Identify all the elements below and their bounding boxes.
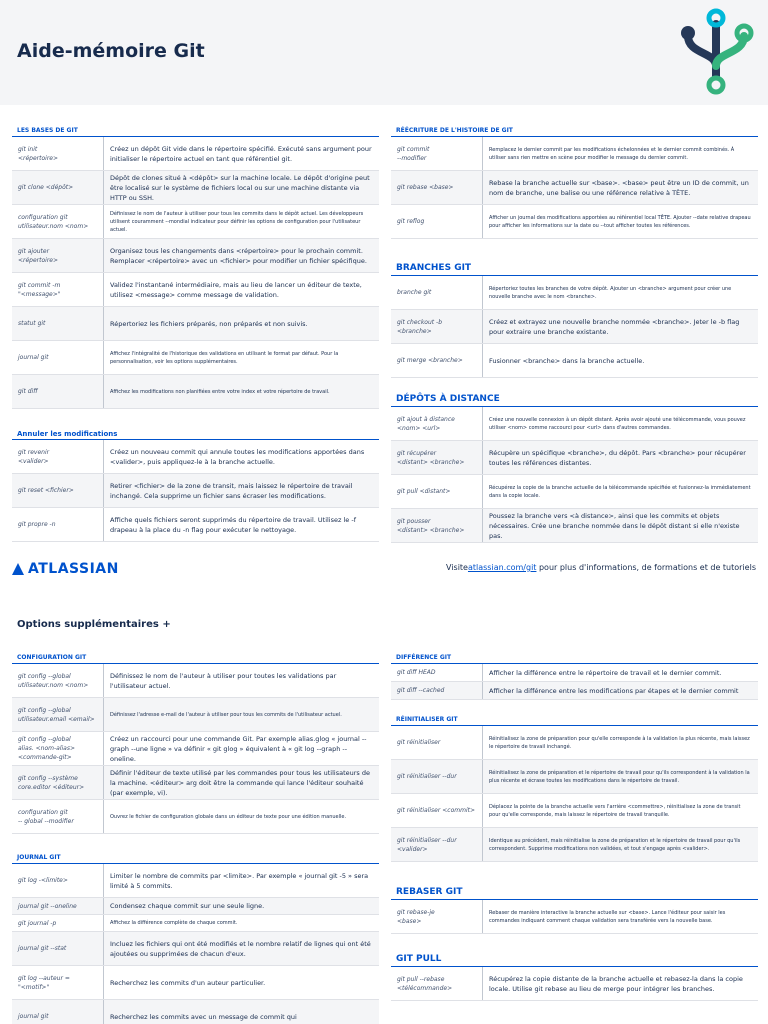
command-name: git réinitialiser --dur — [391, 760, 483, 793]
command-description: Recherchez les commits d'un auteur particulier. — [110, 978, 266, 987]
command-row — [12, 137, 379, 171]
command-description: Condensez chaque commit sur une seule ligne. — [110, 902, 265, 910]
command-name: git config --système core.editor <éditeur> — [12, 766, 104, 799]
extra-options-title: Options supplémentaires + — [17, 619, 171, 630]
section-title: RÉINITIALISER GIT — [391, 714, 758, 726]
command-list — [391, 967, 758, 1001]
command-name: git log -<limite> — [12, 864, 104, 897]
command-name: git reflog — [391, 205, 483, 238]
command-description: Définir l'éditeur de texte utilisé par les commandes pour tous les utilisateurs de la machine. <éditeur> arg doit être la commande qui lance l'éditeur souhaité (par exemple, vi). — [110, 768, 371, 797]
section-title: Annuler les modifications — [12, 428, 379, 440]
command-row — [12, 1000, 379, 1024]
command-description: Organisez tous les changements dans <répertoire> pour le prochain commit. Remplacer <répertoire> avec un <fichier> pour modifier un fichier spécifique. — [110, 246, 367, 265]
command-description: Réinitialisez la zone de préparation pour qu'elle corresponde à la validation la plus récente, mais laissez le répertoire de travail inchangé. — [489, 735, 750, 750]
command-list — [391, 664, 758, 700]
command-description: Créez et extrayez une nouvelle branche nommée <branche>. Jeter le -b flag pour extraire une branche existante. — [489, 317, 740, 336]
command-name: git réinitialiser <commit> — [391, 794, 483, 827]
command-row — [391, 137, 758, 171]
command-name: journal git --stat — [12, 932, 104, 965]
command-description: Déplacez la pointe de la branche actuelle vers l'arrière <commettre>, réinitialisez la zone de transit pour qu'elle corresponde, mais laissez le répertoire de travail tranquille. — [489, 803, 741, 818]
command-row — [391, 310, 758, 344]
command-row — [391, 344, 758, 378]
command-description: Identique au précédent, mais réinitialise la zone de préparation et le répertoire de travail pour qu'ils correspondent. Supprime modifications non validées, et tout s'engage après <valider>. — [489, 837, 741, 852]
command-name: git log --auteur = "<motif>" — [12, 966, 104, 999]
command-list — [391, 137, 758, 239]
command-name: git pull <distant> — [391, 475, 483, 508]
command-row — [391, 407, 758, 441]
command-row — [391, 760, 758, 794]
command-description: Remplacez le dernier commit par les modifications échelonnées et le dernier commit combinés. À utiliser sans rien mettre en scène pour modifier le message du dernier commit. — [489, 146, 735, 161]
command-name: git init <répertoire> — [12, 137, 104, 170]
command-name: git réinitialiser --dur <valider> — [391, 828, 483, 861]
command-name: git config --global utilisateur.email <email> — [12, 698, 104, 731]
command-description: Rebaser de manière interactive la branche actuelle sur <base>. Lance l'éditeur pour saisir les commandes indiquant comment chaque validation sera transférée vers la nouvelle base. — [489, 909, 726, 924]
command-description: Retirer <fichier> de la zone de transit, mais laissez le répertoire de travail inchangé. Cela supprime un fichier sans écraser les modifications. — [110, 481, 353, 500]
section-title: LES BASES DE GIT — [12, 125, 379, 137]
visit-suffix: pour plus d'informations, de formations et de tutoriels — [536, 563, 756, 572]
command-row — [12, 664, 379, 698]
command-name: git diff HEAD — [391, 664, 483, 681]
atlassian-wordmark: ATLASSIAN — [28, 561, 119, 577]
command-row — [12, 698, 379, 732]
command-name: git journal -p — [12, 915, 104, 931]
command-name: journal git — [12, 341, 104, 374]
command-list — [12, 664, 379, 834]
command-row — [12, 273, 379, 307]
command-list — [12, 864, 379, 1024]
git-branch-logo-icon — [676, 6, 756, 98]
right-section-5 — [391, 884, 758, 934]
command-row — [12, 508, 379, 542]
atlassian-git-link[interactable]: atlassian.com/git — [467, 563, 537, 572]
command-list — [391, 900, 758, 934]
section-title: GIT PULL — [391, 951, 758, 967]
command-description: Affichez la différence complète de chaque commit. — [110, 920, 238, 926]
command-description: Réinitialisez la zone de préparation et le répertoire de travail pour qu'ils correspondent à la validation la plus récente et écrase toutes les modifications dans le répertoire de travail. — [489, 769, 750, 784]
command-row — [391, 726, 758, 760]
command-description: Répertoriez toutes les branches de votre dépôt. Ajouter un <branche> argument pour créer une nouvelle branche avec le nom <branche>. — [489, 285, 732, 300]
command-name: git commit -m "<message>" — [12, 273, 104, 306]
command-description: Créez un raccourci pour une commande Git. Par exemple alias.glog « journal --graph --une ligne » va définir « git glog » équivalent à « git log --graph --oneline. — [110, 734, 367, 763]
command-name: git checkout -b <branche> — [391, 310, 483, 343]
command-description: Afficher un journal des modifications apportées au référentiel local TÊTE. Ajouter --date relative drapeau pour afficher les informations sur la date ou --tout afficher toutes les références. — [489, 214, 751, 229]
command-description: Créez une nouvelle connexion à un dépôt distant. Après avoir ajouté une télécommande, vous pouvez utiliser <nom> comme raccourci pour <url> dans d'autres commandes. — [489, 416, 746, 431]
page-header — [0, 0, 768, 105]
command-description: Créez un nouveau commit qui annule toutes les modifications apportées dans <valider>, puis appliquez-le à la branche actuelle. — [110, 447, 365, 466]
command-row — [12, 864, 379, 898]
left-section-3 — [12, 852, 379, 1024]
command-description: Validez l'instantané intermédiaire, mais au lieu de lancer un éditeur de texte, utilisez <message> comme message de validation. — [110, 280, 362, 299]
command-row — [391, 441, 758, 475]
command-description: Afficher la différence entre les modifications par étapes et le dernier commit — [489, 686, 739, 695]
command-list — [12, 440, 379, 542]
command-list — [391, 276, 758, 378]
command-description: Définissez le nom de l'auteur à utiliser pour tous les commits dans le dépôt actuel. Les développeurs utilisent couramment --mondial indicateur pour définir les options de configuration pour l'utilisateur actuel. — [110, 210, 364, 233]
section-title: DÉPÔTS À DISTANCE — [391, 391, 758, 407]
left-section-0 — [12, 125, 379, 409]
atlassian-footer — [0, 555, 768, 583]
visit-prefix: Visite — [446, 563, 468, 572]
command-row — [12, 800, 379, 834]
command-row — [12, 474, 379, 508]
command-description: Créez un dépôt Git vide dans le répertoire spécifié. Exécuté sans argument pour initialiser le répertoire actuel en tant que référentiel git. — [110, 144, 372, 163]
command-row — [12, 932, 379, 966]
command-row — [12, 171, 379, 205]
left-section-1 — [12, 428, 379, 542]
visit-line — [446, 563, 756, 572]
command-row — [391, 509, 758, 543]
command-description: Récupérez la copie distante de la branche actuelle et rebasez-la dans la copie locale. Utilise git rebase au lieu de merge pour intégrer les branches. — [489, 974, 743, 993]
command-row — [12, 307, 379, 341]
command-name: branche git — [391, 276, 483, 309]
command-description: Ouvrez le fichier de configuration globale dans un éditeur de texte pour une édition manuelle. — [110, 813, 347, 820]
command-name: git commit --modifier — [391, 137, 483, 170]
atlassian-logo-icon — [12, 563, 24, 575]
command-description: Rebase la branche actuelle sur <base>. <base> peut être un ID de commit, un nom de branche, une balise ou une référence relative à TÊTE. — [489, 178, 749, 197]
command-name: git reset <fichier> — [12, 474, 104, 507]
page-title: Aide-mémoire Git — [17, 40, 205, 62]
command-row — [391, 900, 758, 934]
command-row — [12, 766, 379, 800]
command-description: Définissez l'adresse e-mail de l'auteur à utiliser pour tous les commits de l'utilisateur actuel. — [110, 711, 342, 718]
command-description: Fusionner <branche> dans la branche actuelle. — [489, 356, 645, 365]
command-list — [391, 407, 758, 543]
command-name: git ajouter <répertoire> — [12, 239, 104, 272]
command-row — [12, 966, 379, 1000]
command-description: Poussez la branche vers <à distance>, ainsi que les commits et objets nécessaires. Crée une branche nommée dans le dépôt distant si elle n'existe pas. — [489, 511, 740, 540]
command-row — [391, 828, 758, 862]
command-row — [12, 898, 379, 915]
command-list — [12, 137, 379, 409]
command-description: Répertoriez les fichiers préparés, non préparés et non suivis. — [110, 319, 308, 328]
command-description: Recherchez les commits avec un message de commit qui — [110, 1012, 297, 1021]
command-row — [12, 915, 379, 932]
command-description: Définissez le nom de l'auteur à utiliser pour toutes les validations par l'utilisateur actuel. — [110, 671, 337, 690]
command-name: git config --global alias. <nom-alias> <commande-git> — [12, 732, 104, 765]
command-row — [12, 239, 379, 273]
command-name: git ajout à distance <nom> <url> — [391, 407, 483, 440]
command-name: git pousser <distant> <branche> — [391, 509, 483, 542]
command-description: Affichez les modifications non planifiées entre votre index et votre répertoire de travail. — [110, 388, 330, 395]
command-name: git propre -n — [12, 508, 104, 541]
command-description: Incluez les fichiers qui ont été modifiés et le nombre relatif de lignes qui ont été ajoutées ou supprimées de chacun d'eux. — [110, 939, 371, 958]
command-name: configuration git -- global --modifier — [12, 800, 104, 833]
command-description: Récupérez la copie de la branche actuelle de la télécommande spécifiée et fusionnez-la immédiatement dans la copie locale. — [489, 484, 751, 499]
command-row — [391, 682, 758, 700]
command-name: git rebase-je <base> — [391, 900, 483, 933]
command-name: configuration git utilisateur.nom <nom> — [12, 205, 104, 238]
right-section-4 — [391, 714, 758, 862]
section-title: DIFFÉRENCE GIT — [391, 652, 758, 664]
command-row — [12, 341, 379, 375]
command-description: Affiche quels fichiers seront supprimés du répertoire de travail. Utilisez le -f drapeau à la place du -n flag pour exécuter le nettoyage. — [110, 515, 356, 534]
command-list — [391, 726, 758, 862]
command-row — [391, 475, 758, 509]
command-name: journal git --oneline — [12, 898, 104, 914]
command-description: Récupère un spécifique <branche>, du dépôt. Pars <branche> pour récupérer toutes les références distantes. — [489, 448, 746, 467]
command-row — [391, 205, 758, 239]
left-section-2 — [12, 652, 379, 834]
command-name: statut git — [12, 307, 104, 340]
section-title: BRANCHES GIT — [391, 260, 758, 276]
command-row — [391, 794, 758, 828]
command-description: Dépôt de clones situé à <dépôt> sur la machine locale. Le dépôt d'origine peut être localisé sur le système de fichiers local ou sur une machine distante via HTTP ou SSH. — [110, 173, 370, 202]
right-section-3 — [391, 652, 758, 700]
command-name: git diff — [12, 375, 104, 408]
command-row — [391, 171, 758, 205]
command-description: Limiter le nombre de commits par <limite>. Par exemple « journal git -5 » sera limité à 5 commits. — [110, 871, 369, 890]
command-name: git rebase <base> — [391, 171, 483, 204]
command-row — [12, 375, 379, 409]
right-section-0 — [391, 125, 758, 239]
command-name: git merge <branche> — [391, 344, 483, 377]
command-row — [391, 276, 758, 310]
command-name: git réinitialiser — [391, 726, 483, 759]
command-row — [391, 967, 758, 1001]
command-name: git pull --rebase <télécommande> — [391, 967, 483, 1000]
section-title: REBASER GIT — [391, 884, 758, 900]
command-row — [12, 732, 379, 766]
right-section-2 — [391, 391, 758, 543]
section-title: JOURNAL GIT — [12, 852, 379, 864]
section-title: RÉÉCRITURE DE L'HISTOIRE DE GIT — [391, 125, 758, 137]
section-title: CONFIGURATION GIT — [12, 652, 379, 664]
command-name: git config --global utilisateur.nom <nom> — [12, 664, 104, 697]
command-name: git clone <dépôt> — [12, 171, 104, 204]
command-row — [12, 205, 379, 239]
command-name: git diff --cached — [391, 682, 483, 699]
command-row — [12, 440, 379, 474]
atlassian-logo[interactable] — [12, 561, 119, 577]
command-description: Afficher la différence entre le répertoire de travail et le dernier commit. — [489, 668, 722, 677]
command-name: git récupérer <distant> <branche> — [391, 441, 483, 474]
command-description: Affichez l'intégralité de l'historique des validations en utilisant le format par défaut. Pour la personnalisation, voir les options supplémentaires. — [110, 350, 339, 365]
command-name: journal git — [12, 1000, 104, 1024]
command-row — [391, 664, 758, 682]
right-section-6 — [391, 951, 758, 1001]
right-section-1 — [391, 260, 758, 378]
command-name: git revenir <valider> — [12, 440, 104, 473]
